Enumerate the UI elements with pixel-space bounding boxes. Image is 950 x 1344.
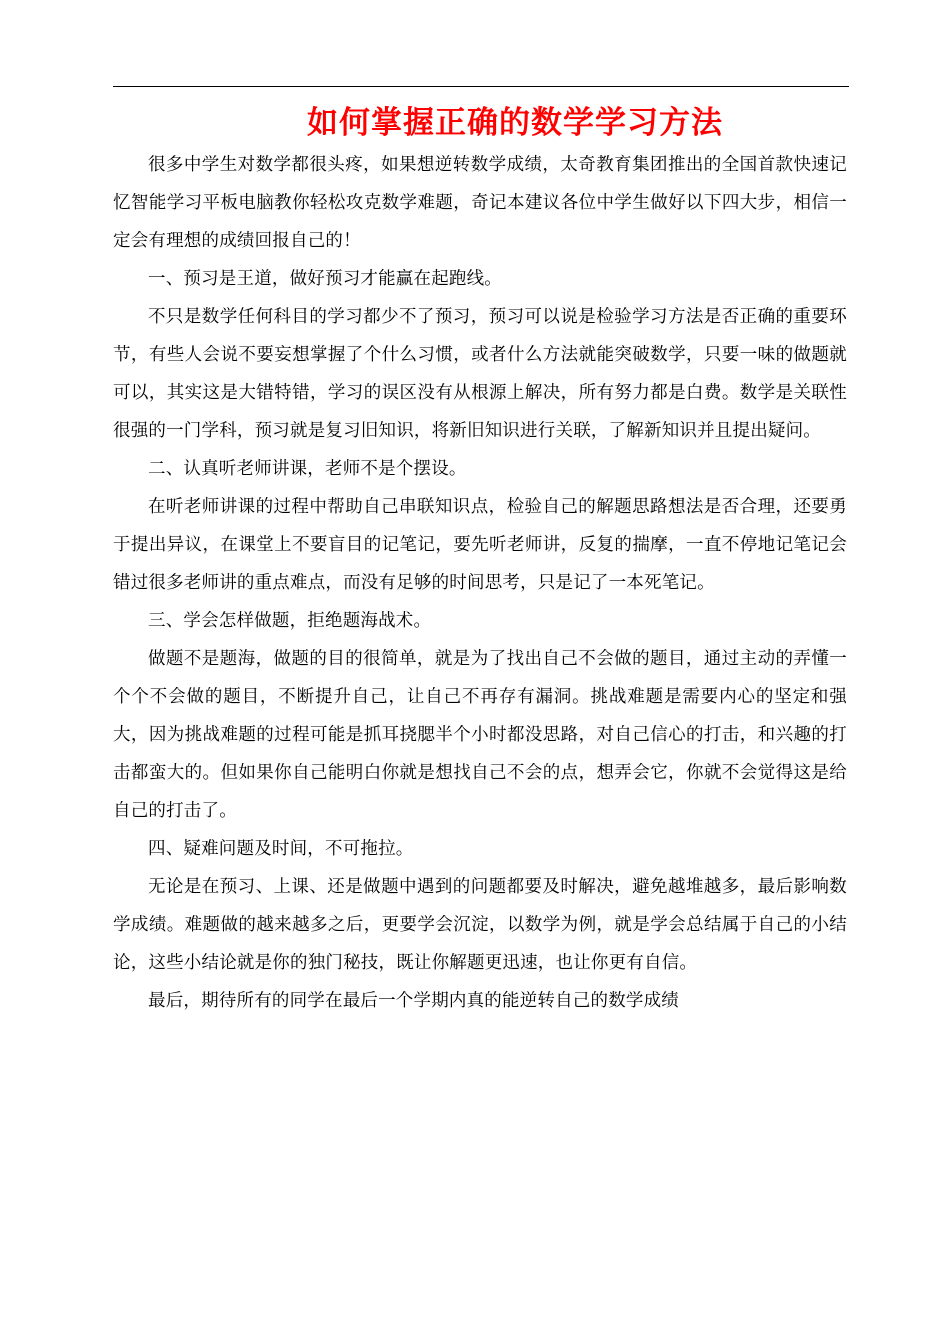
document-title: 如何掌握正确的数学学习方法 — [307, 105, 723, 141]
paragraph-intro: 很多中学生对数学都很头疼，如果想逆转数学成绩，太奇教育集团推出的全国首款快速记忆智能学习平板电脑教你轻松攻克数学难题，奇记本建议各位中学生做好以下四大步，相信一定会有理想的成绩回报自己的！ — [113, 155, 847, 251]
header-rule — [113, 86, 849, 87]
paragraph-step-4: 无论是在预习、上课、还是做题中遇到的问题都要及时解决，避免越堆越多，最后影响数学成绩。难题做的越来越多之后，更要学会沉淀，以数学为例，就是学会总结属于自己的小结论，这些小结论就是你的独门秘技，既让你解题更迅速，也让你更有自信。 — [113, 877, 847, 973]
document-body — [113, 146, 847, 1020]
paragraph-step-3: 做题不是题海，做题的目的很简单，就是为了找出自己不会做的题目，通过主动的弄懂一个个不会做的题目，不断提升自己，让自己不再存有漏洞。挑战难题是需要内心的坚定和强大，因为挑战难题的过程可能是抓耳挠腮半个小时都没思路，对自己信心的打击，和兴趣的打击都蛮大的。但如果你自己能明白你就是想找自己不会的点，想弄会它，你就不会觉得这是给自己的打击了。 — [113, 649, 847, 821]
paragraph-step-2: 在听老师讲课的过程中帮助自己串联知识点，检验自己的解题思路想法是否合理，还要勇于提出异议，在课堂上不要盲目的记笔记，要先听老师讲，反复的揣摩，一直不停地记笔记会错过很多老师讲的重点难点，而没有足够的时间思考，只是记了一本死笔记。 — [113, 497, 847, 593]
heading-step-1: 一、预习是王道，做好预习才能赢在起跑线。 — [148, 269, 502, 289]
heading-step-3: 三、学会怎样做题，拒绝题海战术。 — [148, 611, 432, 631]
paragraph-step-1: 不只是数学任何科目的学习都少不了预习，预习可以说是检验学习方法是否正确的重要环节，有些人会说不要妄想掌握了个什么习惯，或者什么方法就能突破数学，只要一味的做题就可以，其实这是大错特错，学习的误区没有从根源上解决，所有努力都是白费。数学是关联性很强的一门学科，预习就是复习旧知识，将新旧知识进行关联，了解新知识并且提出疑问。 — [113, 307, 847, 441]
paragraph-conclusion: 最后，期待所有的同学在最后一个学期内真的能逆转自己的数学成绩 — [148, 991, 679, 1011]
document-page — [113, 86, 847, 1020]
heading-step-2: 二、认真听老师讲课，老师不是个摆设。 — [148, 459, 467, 479]
heading-step-4: 四、疑难问题及时间，不可拖拉。 — [148, 839, 414, 859]
